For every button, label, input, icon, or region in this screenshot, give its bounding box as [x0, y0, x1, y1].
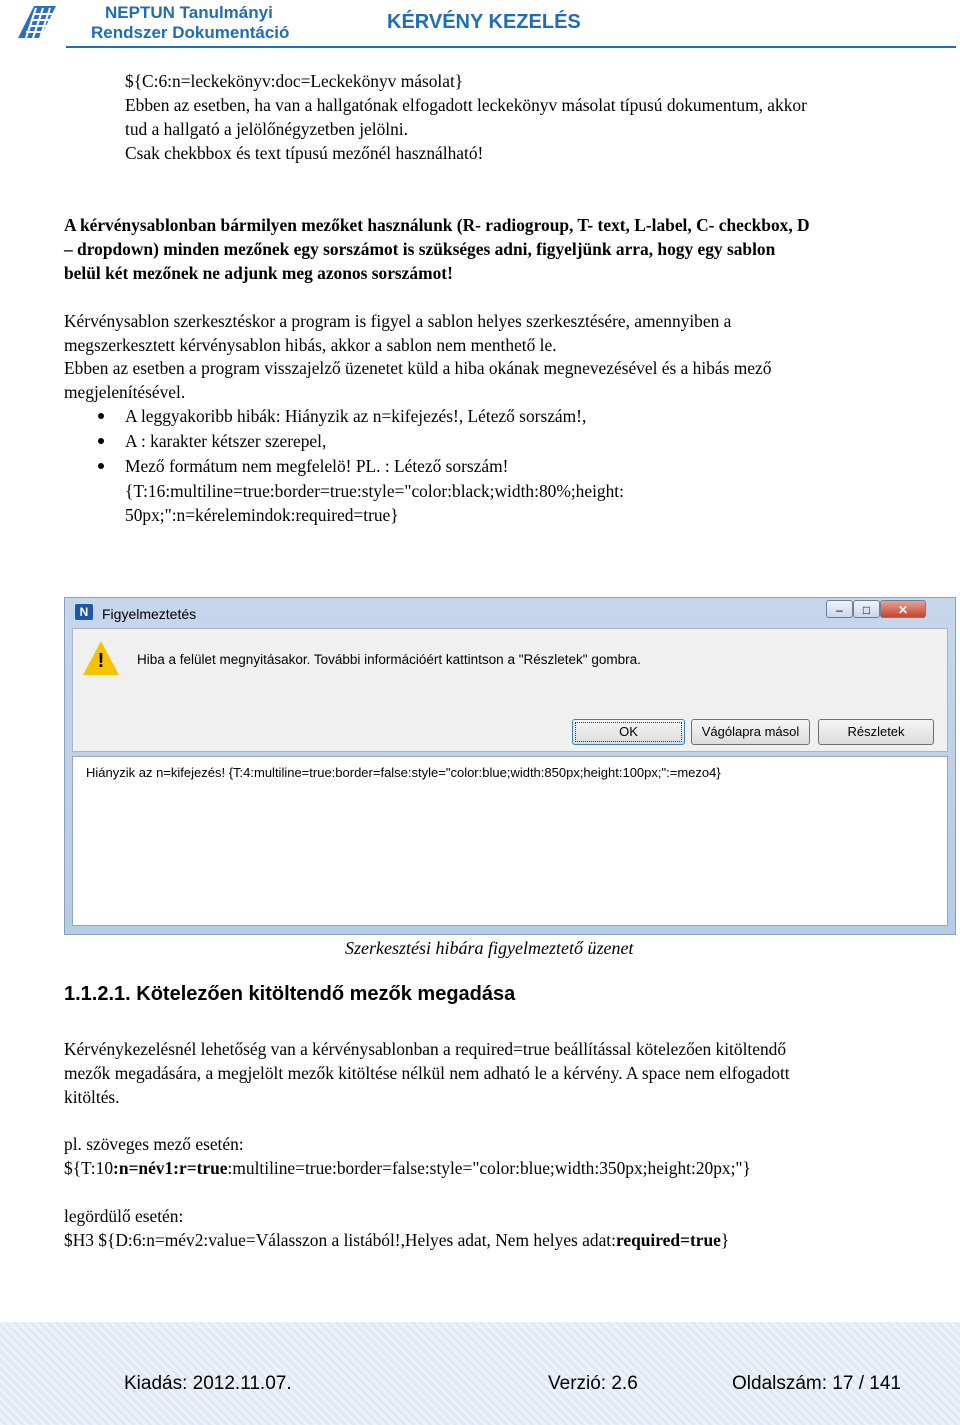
header-divider: [66, 46, 956, 48]
example-code-text-field: ${T:10:n=név1:r=true:multiline=true:border=false:style="color:blue;width:350px;height:20px;"}: [64, 1158, 751, 1178]
bullet-dot: [98, 463, 104, 469]
minimize-button[interactable]: –: [826, 600, 853, 618]
bold-paragraph-line: belül két mezőnek ne adjunk meg azonos sorszámot!: [64, 263, 453, 283]
ok-button[interactable]: OK: [572, 719, 685, 745]
paragraph-line: megszerkesztett kérvénysablon hibás, akkor a sablon nem menthető le.: [64, 335, 557, 355]
close-button[interactable]: ✕: [880, 600, 926, 618]
paragraph-line: Kérvénykezelésnél lehetőség van a kérvénysablonban a required=true beállítással kötelezően kitöltendő: [64, 1039, 787, 1059]
bullet-item: A : karakter kétszer szerepel,: [125, 431, 327, 451]
figure-caption: Szerkesztési hibára figyelmeztető üzenet: [345, 938, 634, 958]
bullet-item: A leggyakoribb hibák: Hiányzik az n=kifejezés!, Létező sorszám!,: [125, 406, 587, 426]
neptun-logo-icon: [12, 2, 60, 42]
bold-paragraph-line: A kérvénysablonban bármilyen mezőket használunk (R- radiogroup, T- text, L-label, C- checkbox, D: [64, 215, 810, 235]
code-line: {T:16:multiline=true:border=true:style="color:black;width:80%;height:: [125, 481, 624, 501]
bullet-dot: [98, 438, 104, 444]
footer-page-number: Oldalszám: 17 / 141: [732, 1373, 901, 1394]
details-button[interactable]: Részletek: [818, 719, 934, 745]
paragraph-line: Kérvénysablon szerkesztéskor a program is figyel a sablon helyes szerkesztésére, amennyiben a: [64, 311, 732, 331]
intro-code-line: ${C:6:n=leckekönyv:doc=Leckekönyv másolat}: [125, 71, 464, 91]
intro-text-line: Csak chekbbox és text típusú mezőnél használható!: [125, 143, 484, 163]
footer-version: Verzió: 2.6: [548, 1373, 638, 1394]
dialog-body: [72, 628, 948, 752]
dialog-message: Hiba a felület megnyitásakor. További információért kattintson a "Részletek" gombra.: [137, 652, 641, 667]
maximize-button[interactable]: □: [853, 600, 880, 618]
paragraph-line: kitöltés.: [64, 1087, 120, 1107]
app-icon: N: [75, 604, 93, 620]
bullet-dot: [98, 413, 104, 419]
example-label: legördülő esetén:: [64, 1206, 184, 1226]
warning-icon-mark: !: [97, 650, 105, 672]
header-title-line1: NEPTUN Tanulmányi: [105, 3, 273, 22]
dialog-title: Figyelmeztetés: [102, 606, 197, 622]
bullet-item: Mező formátum nem megfelelö! PL. : Létező sorszám!: [125, 456, 509, 476]
bold-paragraph-line: – dropdown) minden mezőnek egy sorszámot is szükséges adni, figyeljünk arra, hogy egy sablon: [64, 239, 776, 259]
section-heading: 1.1.2.1. Kötelezően kitöltendő mezők megadása: [64, 983, 516, 1005]
intro-text-line: tud a hallgató a jelölőnégyzetben jelölni.: [125, 119, 408, 139]
intro-text-line: Ebben az esetben, ha van a hallgatónak elfogadott leckekönyv másolat típusú dokumentum, akkor: [125, 95, 807, 115]
example-label: pl. szöveges mező esetén:: [64, 1134, 244, 1154]
paragraph-line: mezők megadására, a megjelölt mezők kitöltése nélkül nem adható le a kérvény. A space nem elfogadott: [64, 1063, 790, 1083]
header-section-title: KÉRVÉNY KEZELÉS: [387, 11, 581, 33]
code-line: 50px;":n=kérelemindok:required=true}: [125, 505, 399, 525]
copy-to-clipboard-button[interactable]: Vágólapra másol: [691, 719, 810, 745]
footer-issue-date: Kiadás: 2012.11.07.: [124, 1373, 292, 1394]
paragraph-line: megjelenítésével.: [64, 382, 186, 402]
example-code-dropdown: $H3 ${D:6:n=mév2:value=Válasszon a listából!,Helyes adat, Nem helyes adat:required=true}: [64, 1230, 730, 1250]
paragraph-line: Ebben az esetben a program visszajelző üzenetet küld a hiba okának megnevezésével és a hibás mező: [64, 358, 772, 378]
details-text: Hiányzik az n=kifejezés! {T:4:multiline=true:border=false:style="color:blue;width:850px;height:100px;":=mezo4}: [86, 765, 721, 780]
header-title-line2: Rendszer Dokumentáció: [91, 23, 290, 42]
details-textarea[interactable]: [72, 756, 948, 926]
